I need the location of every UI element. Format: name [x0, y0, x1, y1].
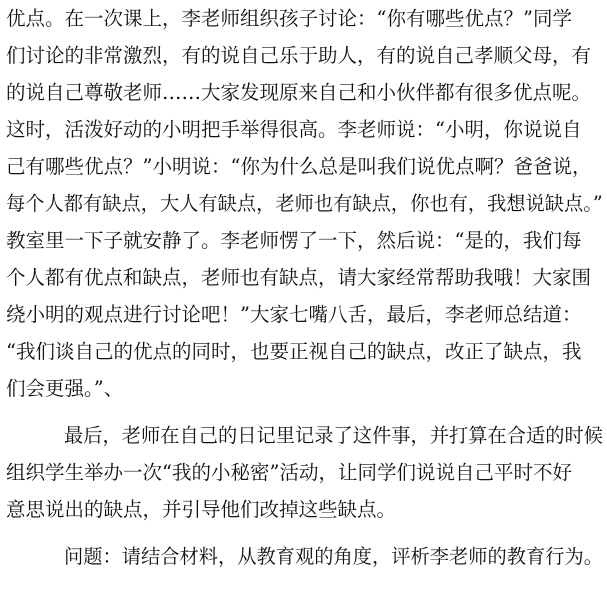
paragraph1-line-10: “我们谈自己的优点的同时，也要正视自己的缺点，改正了缺点，我	[6, 340, 582, 363]
paragraph1-line-7: 教室里一下子就安静了。李老师愣了一下，然后说：“是的，我们每	[6, 229, 582, 252]
question-text: 问题：请结合材料，从教育观的角度，评析李老师的教育行为。	[64, 545, 604, 568]
paragraph1-line-3: 的说自己尊敬老师……大家发现原来自己和小伙伴都有很多优点呢。	[6, 81, 592, 104]
paragraph1-line-2: 们讨论的非常激烈，有的说自己乐于助人，有的说自己孝顺父母，有	[6, 44, 592, 67]
paragraph1-line-8: 个人都有优点和缺点，老师也有缺点，请大家经常帮助我哦！大家围	[6, 266, 592, 289]
paragraph1-line-5: 己有哪些优点？”小明说：“你为什么总是叫我们说优点啊？爸爸说，	[6, 155, 592, 178]
paragraph2-line-3: 意思说出的缺点，并引导他们改掉这些缺点。	[6, 498, 397, 521]
paragraph1-line-1: 优点。在一次课上，李老师组织孩子讨论：“你有哪些优点？”同学	[6, 7, 572, 30]
paragraph1-line-4: 这时，活泼好动的小明把手举得很高。李老师说：“小明，你说说自	[6, 118, 582, 141]
paragraph1-line-11: 们会更强。”、	[6, 377, 124, 400]
paragraph2-line-2: 组织学生举办一次“我的小秘密”活动，让同学们说说自己平时不好	[6, 461, 572, 484]
paragraph1-line-6: 每个人都有缺点，大人有缺点，老师也有缺点，你也有，我想说缺点。”	[6, 192, 603, 215]
paragraph1-line-9: 绕小明的观点进行讨论吧！”大家七嘴八舌，最后，李老师总结道：	[6, 303, 582, 326]
paragraph2-line-1: 最后，老师在自己的日记里记录了这件事，并打算在合适的时候	[64, 424, 604, 447]
